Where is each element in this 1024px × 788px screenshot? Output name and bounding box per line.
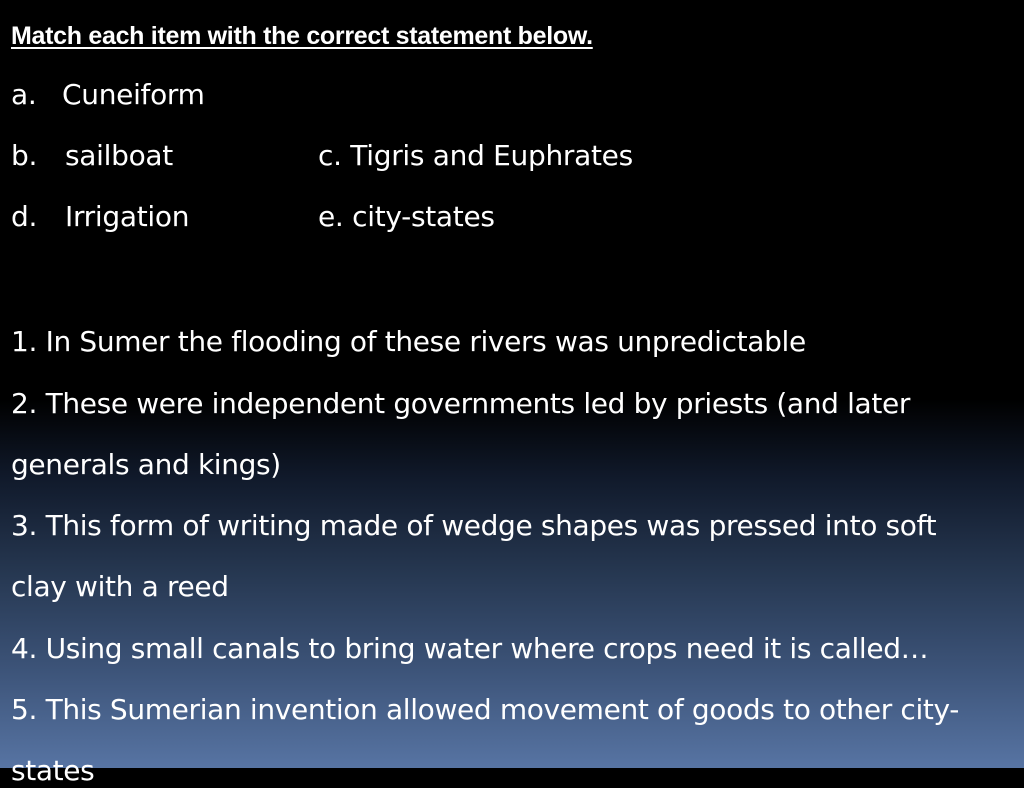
item-a-letter: a. bbox=[11, 78, 37, 111]
item-b bbox=[11, 139, 173, 172]
statement-line: 5. This Sumerian invention allowed movement of goods to other city- bbox=[11, 693, 960, 726]
item-c-text: c. Tigris and Euphrates bbox=[318, 139, 633, 172]
item-d bbox=[11, 200, 189, 233]
item-a bbox=[11, 78, 205, 111]
statement-line: clay with a reed bbox=[11, 570, 229, 603]
statement-line: states bbox=[11, 754, 95, 787]
item-a-text: Cuneiform bbox=[62, 78, 205, 111]
item-e bbox=[318, 200, 495, 233]
statement-line: 3. This form of writing made of wedge shapes was pressed into soft bbox=[11, 509, 937, 542]
statement-line: generals and kings) bbox=[11, 448, 281, 481]
item-b-text: sailboat bbox=[65, 139, 173, 172]
slide-heading: Match each item with the correct statement below. bbox=[11, 22, 593, 50]
statement-line: 1. In Sumer the flooding of these rivers was unpredictable bbox=[11, 325, 806, 358]
statement-line: 2. These were independent governments led by priests (and later bbox=[11, 387, 911, 420]
statement-line: 4. Using small canals to bring water where crops need it is called… bbox=[11, 632, 929, 665]
item-d-text: Irrigation bbox=[65, 200, 190, 233]
item-b-letter: b. bbox=[11, 139, 38, 172]
item-d-letter: d. bbox=[11, 200, 38, 233]
item-e-text: e. city-states bbox=[318, 200, 495, 233]
item-c bbox=[318, 139, 633, 172]
